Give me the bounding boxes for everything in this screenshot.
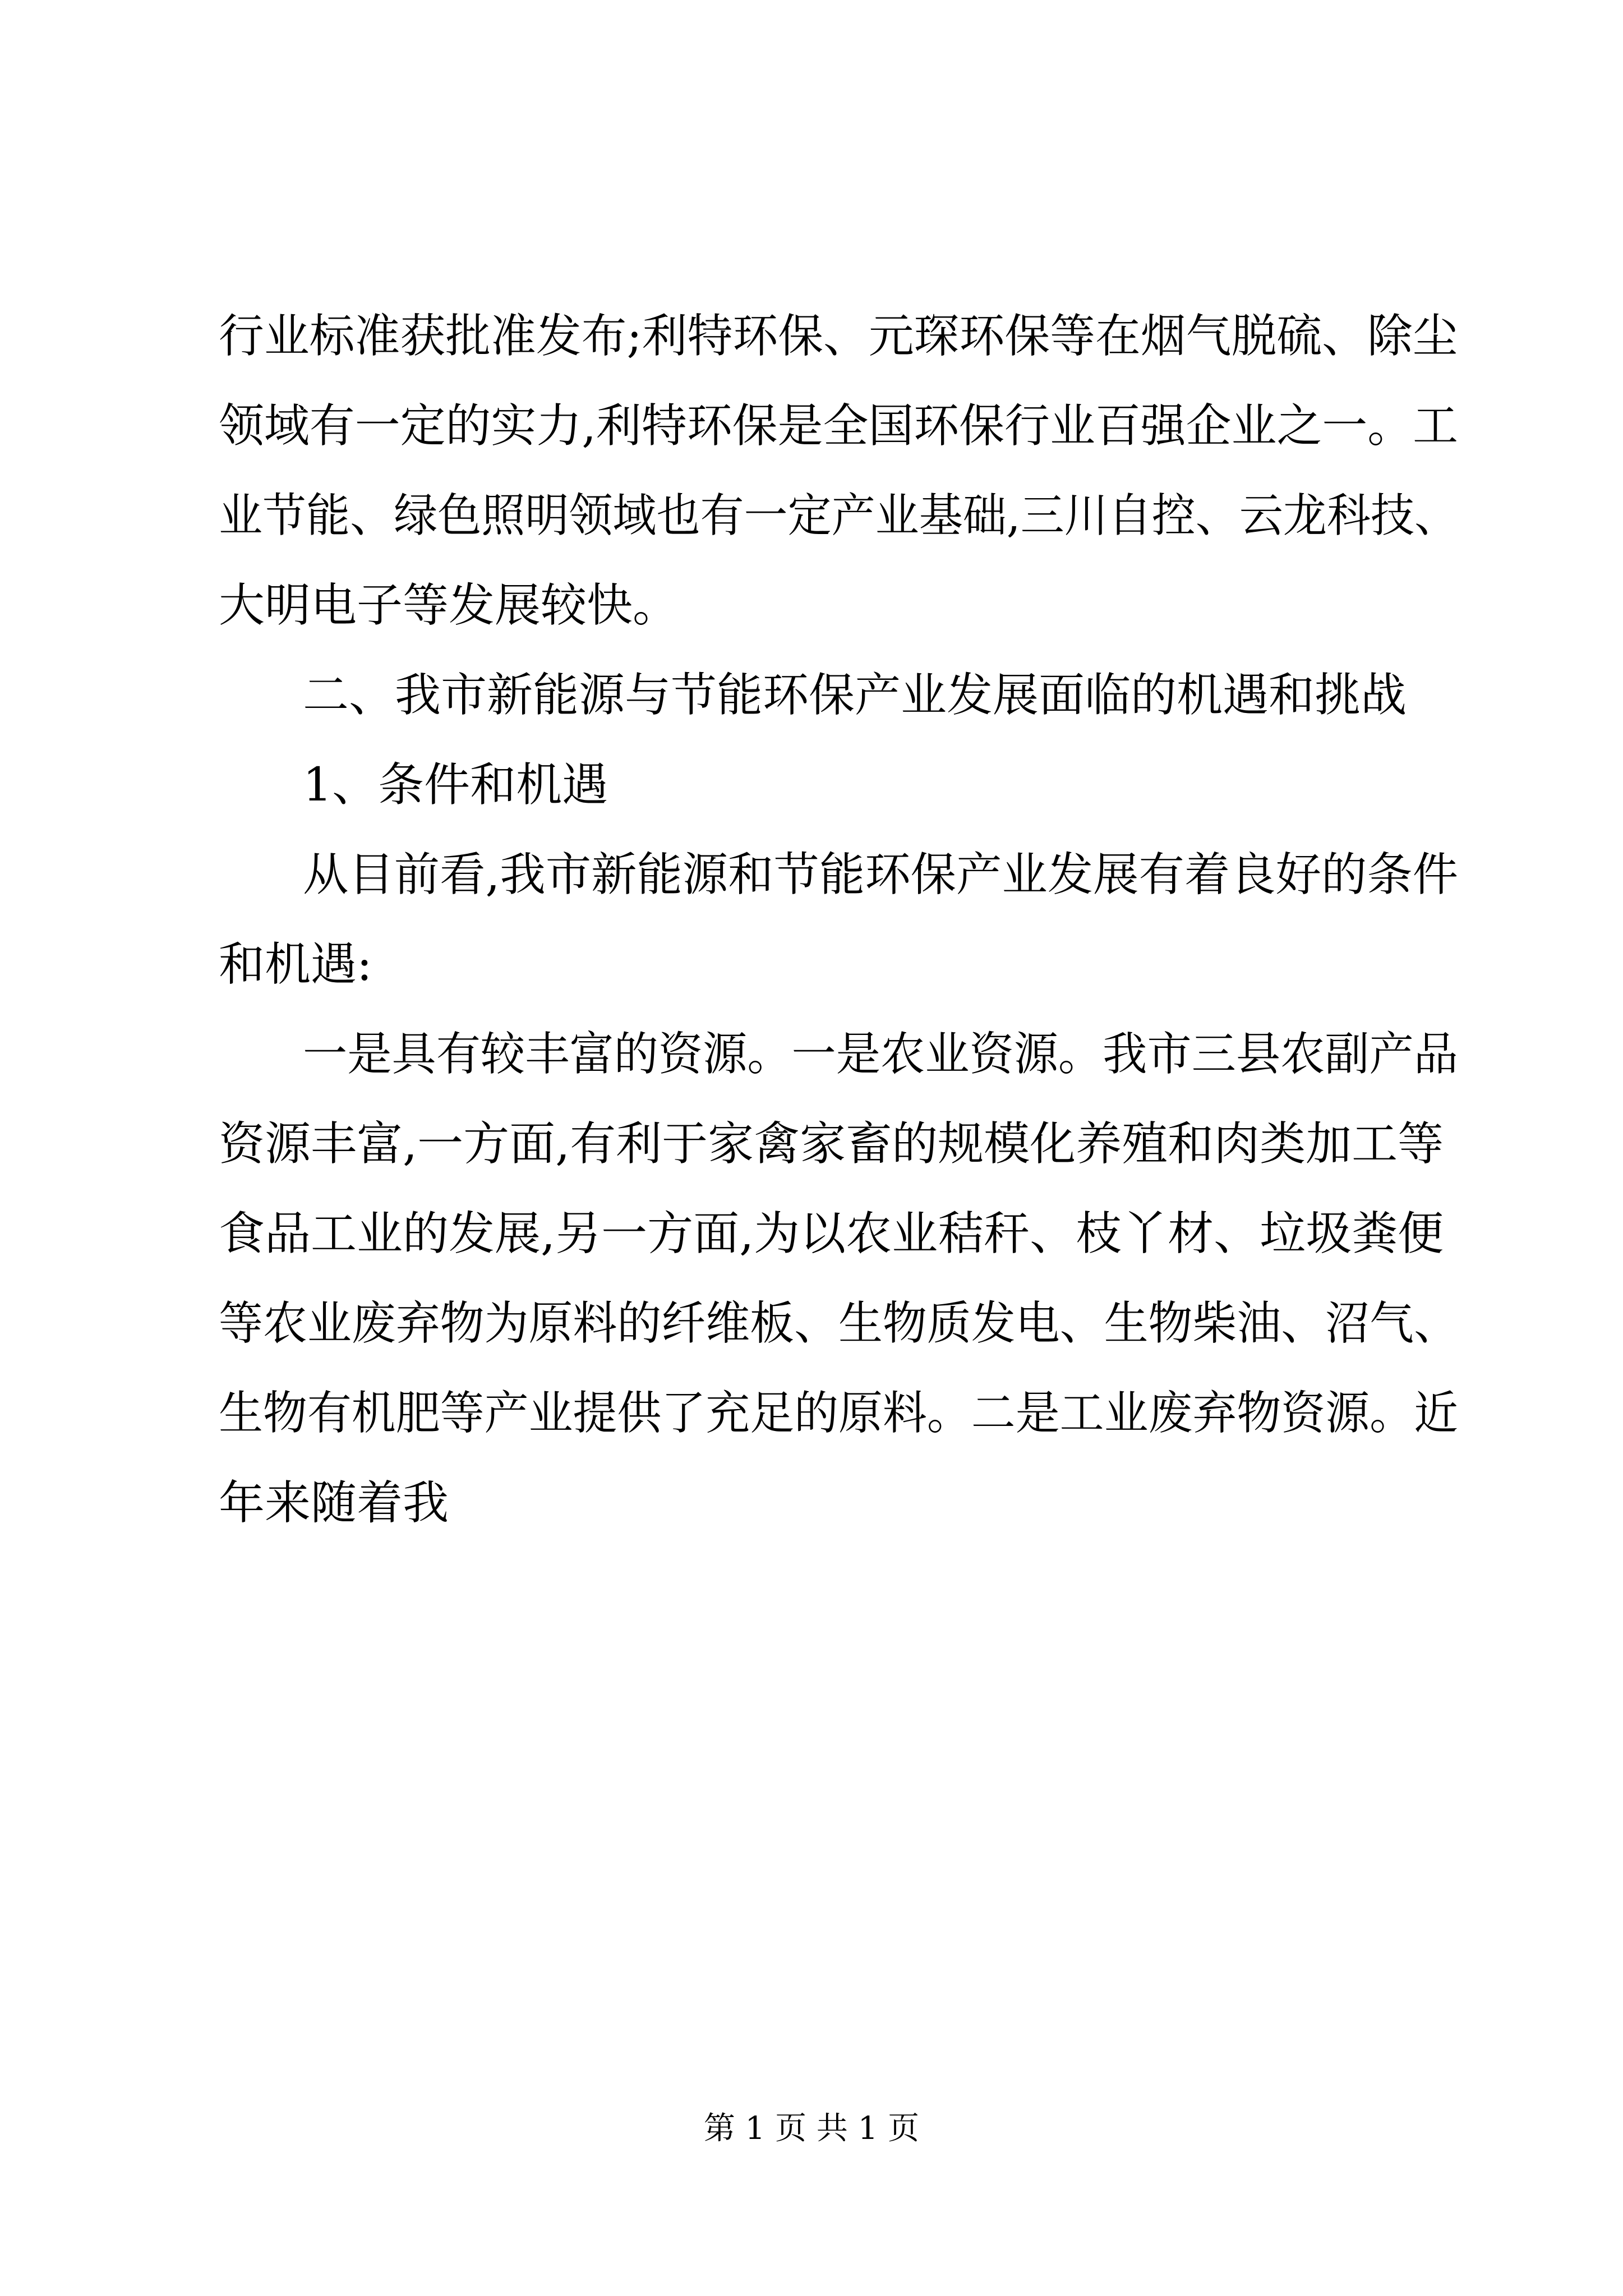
body-text-line: 从目前看,我市新能源和节能环保产业发展有着良好的条件: [303, 848, 1459, 901]
body-text-line: 等农业废弃物为原料的纤维板、生物质发电、生物柴油、沼气、: [219, 1297, 1459, 1350]
page-footer: 第 1 页 共 1 页: [703, 2110, 920, 2147]
body-text-line: 食品工业的发展,另一方面,为以农业秸秆、枝丫材、垃圾粪便: [219, 1207, 1444, 1260]
body-text-line: 行业标准获批准发布;利特环保、元琛环保等在烟气脱硫、除尘: [219, 310, 1458, 363]
body-text-line: 资源丰富,一方面,有利于家禽家畜的规模化养殖和肉类加工等: [219, 1117, 1444, 1171]
body-text-line: 生物有机肥等产业提供了充足的原料。二是工业废弃物资源。近: [219, 1387, 1459, 1440]
section-heading: 二、我市新能源与节能环保产业发展面临的机遇和挑战: [303, 669, 1407, 722]
body-text-line: 领域有一定的实力,利特环保是全国环保行业百强企业之一。工: [219, 399, 1459, 453]
body-text-line: 业节能、绿色照明领域也有一定产业基础,三川自控、云龙科技、: [219, 489, 1459, 542]
body-text-line: 和机遇:: [219, 938, 372, 991]
body-text-line: 一是具有较丰富的资源。一是农业资源。我市三县农副产品: [303, 1028, 1459, 1081]
subsection-heading: 1、条件和机遇: [303, 758, 608, 812]
body-text-line: 大明电子等发展较快。: [219, 579, 679, 632]
body-text-line: 年来随着我: [219, 1476, 449, 1530]
